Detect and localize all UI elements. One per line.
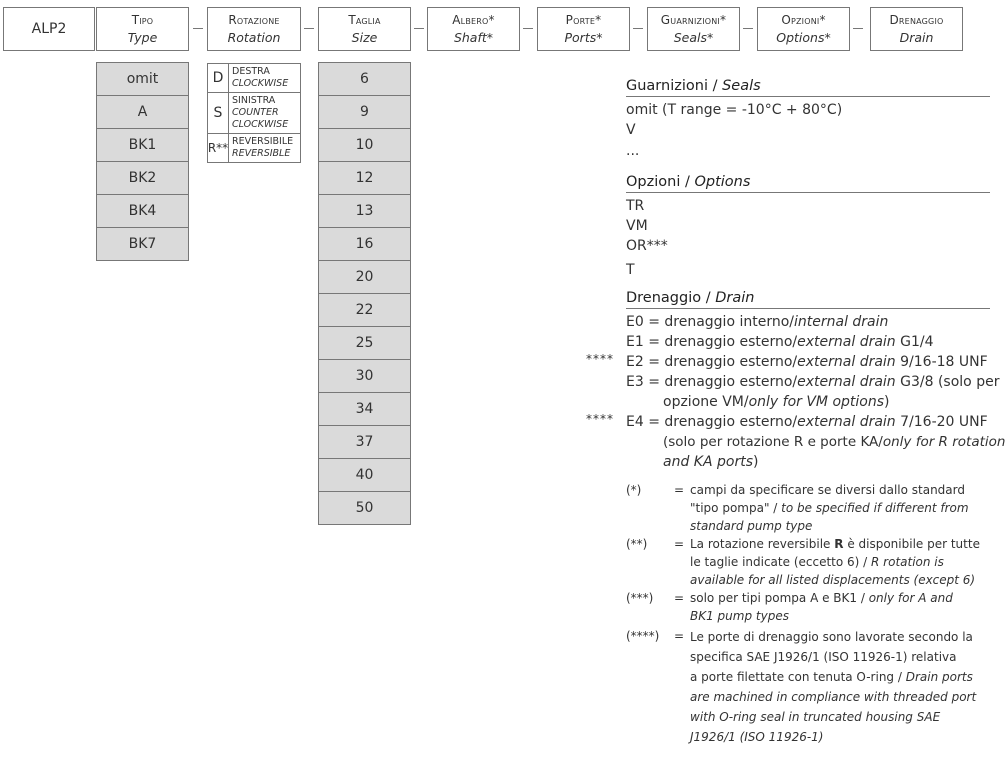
rotation-options-table (207, 63, 301, 163)
header-tipo-box (96, 7, 189, 51)
size-option: 16 (318, 227, 411, 261)
footnote-line-en: only for A and (868, 591, 953, 605)
header-guarnizioni-box (647, 7, 740, 51)
rotation-label-it: REVERSIBILE (232, 136, 294, 147)
drain-mark: **** (586, 352, 614, 366)
seals-title-it: Guarnizioni / (626, 78, 723, 94)
footnote-line: le taglie indicate (eccetto 6) / (690, 555, 872, 569)
connector-dash (633, 28, 643, 29)
rotation-option (208, 64, 300, 93)
rotation-code: D (208, 64, 229, 92)
seals-section-title (626, 78, 990, 97)
drain-text-en: external drain (797, 334, 896, 350)
drain-item-e4-cont (663, 434, 1005, 450)
drain-text: G1/4 (895, 334, 934, 350)
guarnizioni-label-en: Seals* (673, 30, 714, 45)
footnote-line: campi da specificare se diversi dallo standard (690, 483, 965, 497)
footnote-mark: (**) (626, 537, 648, 551)
rotazione-label-en: Rotation (227, 30, 281, 45)
seals-item: omit (T range = -10°C + 80°C) (626, 102, 843, 118)
options-item: VM (626, 218, 648, 234)
rotation-label-en: COUNTER CLOCKWISE (232, 107, 289, 130)
tipo-option: BK7 (96, 227, 189, 261)
footnote-text (690, 535, 990, 589)
tipo-option: A (96, 95, 189, 129)
rotation-label-it: DESTRA (232, 66, 270, 77)
drain-text: ) (884, 394, 890, 410)
header-code-box (3, 7, 95, 51)
footnote-eq: = (674, 629, 685, 643)
footnote-eq: = (674, 537, 685, 551)
rotazione-label-it: Rotazione (228, 13, 280, 27)
drain-text-en: external drain (797, 354, 896, 370)
options-item: T (626, 262, 635, 278)
opzioni-label-en: Options* (776, 30, 831, 45)
pump-code: ALP2 (31, 20, 67, 37)
tipo-option: omit (96, 62, 189, 96)
rotation-label-en: REVERSIBLE (232, 148, 291, 159)
size-option: 34 (318, 392, 411, 426)
header-rotazione-box (207, 7, 301, 51)
tipo-options-column (96, 63, 189, 261)
tipo-option: BK4 (96, 194, 189, 228)
drain-text-en: external drain (797, 414, 896, 430)
drain-text: E0 = drenaggio interno/ (626, 314, 794, 330)
rotation-option (208, 93, 300, 134)
footnote-line-en: standard pump type (690, 519, 813, 533)
header-taglia-box (318, 7, 411, 51)
drain-item-e4 (626, 414, 988, 430)
drain-text-en: only for VM options (748, 394, 885, 410)
connector-dash (414, 28, 424, 29)
drain-text: G3/8 (solo per (895, 374, 1000, 390)
footnote-line-en: with O-ring seal in truncated housing SAE (690, 710, 941, 724)
footnote-line: "tipo pompa" / (690, 501, 782, 515)
size-option: 30 (318, 359, 411, 393)
size-option: 6 (318, 62, 411, 96)
footnote-eq: = (674, 483, 685, 497)
taglia-label-en: Size (351, 30, 378, 45)
drain-text-en: external drain (797, 374, 896, 390)
size-option: 12 (318, 161, 411, 195)
header-drenaggio-box (870, 7, 963, 51)
drain-text: 9/16-18 UNF (895, 354, 988, 370)
size-option: 9 (318, 95, 411, 129)
footnote-line: solo per tipi pompa A e BK1 / (690, 591, 869, 605)
options-item: OR*** (626, 238, 668, 254)
size-options-column (318, 63, 411, 525)
footnote-line-en: BK1 pump types (690, 609, 789, 623)
footnote-line-en: R rotation is (871, 555, 944, 569)
footnote-line: è disponibile per tutte (843, 537, 980, 551)
drain-text: E3 = drenaggio esterno/ (626, 374, 798, 390)
footnote-line: La rotazione reversibile (690, 537, 835, 551)
seals-item: ... (626, 143, 640, 159)
drain-item-e4-cont (663, 454, 758, 470)
drain-title-en: Drain (715, 290, 755, 306)
footnote-text (690, 589, 990, 625)
header-opzioni-box (757, 7, 850, 51)
footnote-mark: (****) (626, 629, 660, 643)
footnote-line: a porte filettate con tenuta O-ring / (690, 670, 906, 684)
size-option: 20 (318, 260, 411, 294)
taglia-label-it: Taglia (348, 13, 381, 27)
size-option: 25 (318, 326, 411, 360)
connector-dash (193, 28, 203, 29)
header-albero-box (427, 7, 520, 51)
footnote-line-en: to be specified if different from (781, 501, 969, 515)
drain-title-it: Drenaggio / (626, 290, 716, 306)
footnote-line: Le porte di drenaggio sono lavorate secondo la (690, 630, 973, 644)
footnote-text (690, 481, 990, 535)
drain-item-e1 (626, 334, 934, 350)
drain-text-en: only for R rotation (882, 434, 1005, 450)
guarnizioni-label-it: Guarnizioni* (660, 13, 727, 27)
options-title-en: Options (694, 174, 751, 190)
drenaggio-label-it: Drenaggio (889, 13, 944, 27)
drenaggio-label-en: Drain (899, 30, 934, 45)
albero-label-it: Albero* (452, 13, 495, 27)
size-option: 10 (318, 128, 411, 162)
rotation-code: R** (208, 134, 229, 162)
drain-text: (solo per rotazione R e porte KA/ (663, 434, 883, 450)
rotation-label-en: CLOCKWISE (232, 78, 289, 89)
options-item: TR (626, 198, 645, 214)
porte-label-it: Porte* (565, 13, 602, 27)
connector-dash (304, 28, 314, 29)
size-option: 22 (318, 293, 411, 327)
opzioni-label-it: Opzioni* (781, 13, 826, 27)
size-option: 50 (318, 491, 411, 525)
drain-mark: **** (586, 412, 614, 426)
options-section-title (626, 174, 990, 193)
tipo-label-it: Tipo (131, 13, 154, 27)
footnote-eq: = (674, 591, 685, 605)
drain-item-e0 (626, 314, 888, 330)
connector-dash (523, 28, 533, 29)
tipo-option: BK2 (96, 161, 189, 195)
drain-text: ) (753, 454, 759, 470)
footnote-bold: R (834, 537, 844, 551)
rotation-code: S (208, 93, 229, 133)
size-option: 40 (318, 458, 411, 492)
footnote-line-en: Drain ports (905, 670, 973, 684)
drain-item-e3-cont (663, 394, 889, 410)
rotation-option (208, 134, 300, 162)
seals-title-en: Seals (722, 78, 761, 94)
options-title-it: Opzioni / (626, 174, 695, 190)
footnote-line-en: are machined in compliance with threaded port (690, 690, 977, 704)
footnote-line-en: available for all listed displacements (except 6) (690, 573, 976, 587)
tipo-label-en: Type (127, 30, 158, 45)
rotation-label-it: SINISTRA (232, 95, 276, 106)
drain-text: opzione VM/ (663, 394, 749, 410)
footnote-mark: (***) (626, 591, 654, 605)
footnote-line-en: J1926/1 (ISO 11926-1) (690, 730, 824, 744)
size-option: 13 (318, 194, 411, 228)
drain-text: 7/16-20 UNF (895, 414, 988, 430)
footnote-mark: (*) (626, 483, 642, 497)
connector-dash (853, 28, 863, 29)
footnote-line: specifica SAE J1926/1 (ISO 11926-1) relativa (690, 650, 957, 664)
drain-section-title (626, 290, 990, 309)
tipo-option: BK1 (96, 128, 189, 162)
albero-label-en: Shaft* (453, 30, 494, 45)
drain-text: E2 = drenaggio esterno/ (626, 354, 798, 370)
drain-text-en: and KA ports (663, 454, 753, 470)
porte-label-en: Ports* (564, 30, 603, 45)
drain-text: E4 = drenaggio esterno/ (626, 414, 798, 430)
size-option: 37 (318, 425, 411, 459)
drain-text: E1 = drenaggio esterno/ (626, 334, 798, 350)
connector-dash (743, 28, 753, 29)
drain-text-en: internal drain (794, 314, 889, 330)
header-porte-box (537, 7, 630, 51)
footnote-text (690, 627, 990, 747)
drain-item-e3 (626, 374, 999, 390)
drain-item-e2 (626, 354, 988, 370)
seals-item: V (626, 122, 636, 138)
